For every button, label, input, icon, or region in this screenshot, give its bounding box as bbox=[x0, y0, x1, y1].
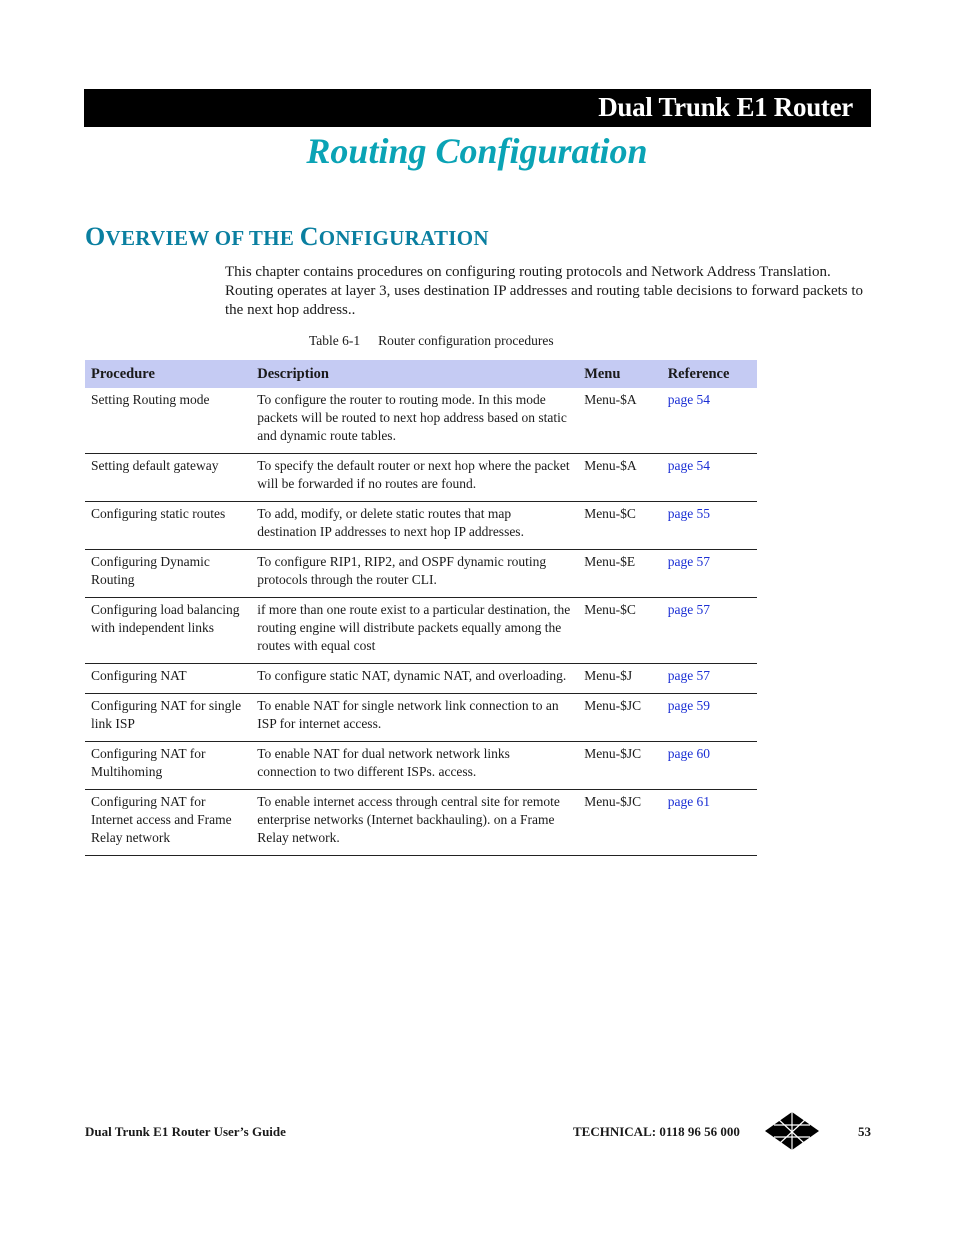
cell-menu: Menu-$JC bbox=[578, 694, 662, 742]
cell-reference bbox=[662, 502, 757, 550]
cell-menu: Menu-$E bbox=[578, 550, 662, 598]
cell-reference bbox=[662, 694, 757, 742]
cell-reference bbox=[662, 454, 757, 502]
cell-description: To specify the default router or next hop where the packet will be forwarded if no routes are found. bbox=[251, 454, 578, 502]
cell-menu: Menu-$C bbox=[578, 502, 662, 550]
cell-reference bbox=[662, 598, 757, 664]
table-row bbox=[85, 388, 757, 454]
table-caption-text: Router configuration procedures bbox=[378, 333, 554, 348]
cell-description: if more than one route exist to a particular destination, the routing engine will distribute packets equally among the routes with equal cost bbox=[251, 598, 578, 664]
table-row bbox=[85, 694, 757, 742]
reference-link[interactable]: page 54 bbox=[667, 392, 711, 407]
cell-procedure: Configuring NAT for single link ISP bbox=[85, 694, 251, 742]
cell-procedure: Setting Routing mode bbox=[85, 388, 251, 454]
intro-paragraph: This chapter contains procedures on configuring routing protocols and Network Address Translation. Routing operates at layer 3, uses destination IP addresses and routing table decisions to forward packets to the next hop address.. bbox=[225, 264, 864, 318]
reference-link[interactable]: page 61 bbox=[667, 794, 711, 809]
cell-description: To enable NAT for dual network network links connection to two different ISPs. access. bbox=[251, 742, 578, 790]
cell-procedure: Configuring NAT bbox=[85, 664, 251, 694]
reference-link[interactable]: page 57 bbox=[667, 668, 711, 683]
reference-link[interactable]: page 57 bbox=[667, 602, 711, 617]
table-caption-number: Table 6-1 bbox=[309, 333, 361, 348]
reference-link[interactable]: page 59 bbox=[667, 698, 711, 713]
cell-procedure: Configuring NAT for Multihoming bbox=[85, 742, 251, 790]
cell-description: To enable internet access through central site for remote enterprise networks (Internet backhauling). on a Frame Relay network. bbox=[251, 790, 578, 856]
table-row bbox=[85, 664, 757, 694]
cell-description: To add, modify, or delete static routes that map destination IP addresses to next hop IP addresses. bbox=[251, 502, 578, 550]
procedures-table bbox=[85, 360, 757, 856]
header-title: Dual Trunk E1 Router bbox=[598, 92, 853, 122]
cell-description: To enable NAT for single network link connection to an ISP for internet access. bbox=[251, 694, 578, 742]
cell-menu: Menu-$JC bbox=[578, 790, 662, 856]
table-row bbox=[85, 550, 757, 598]
table-row bbox=[85, 598, 757, 664]
header-description: Description bbox=[251, 360, 578, 388]
cell-menu: Menu-$A bbox=[578, 388, 662, 454]
table-row bbox=[85, 742, 757, 790]
cell-description: To configure static NAT, dynamic NAT, and overloading. bbox=[251, 664, 578, 694]
page-number: 53 bbox=[858, 1124, 871, 1139]
chapter-title: Routing Configuration bbox=[306, 131, 648, 171]
cell-procedure: Configuring load balancing with independent links bbox=[85, 598, 251, 664]
header-menu: Menu bbox=[578, 360, 662, 388]
reference-link[interactable]: page 55 bbox=[667, 506, 711, 521]
cell-reference bbox=[662, 742, 757, 790]
cell-procedure: Configuring static routes bbox=[85, 502, 251, 550]
cell-procedure: Setting default gateway bbox=[85, 454, 251, 502]
cell-menu: Menu-$A bbox=[578, 454, 662, 502]
table-row bbox=[85, 790, 757, 856]
cell-menu: Menu-$JC bbox=[578, 742, 662, 790]
reference-link[interactable]: page 57 bbox=[667, 554, 711, 569]
cell-reference bbox=[662, 550, 757, 598]
table-caption bbox=[309, 333, 554, 349]
section-heading: OVERVIEW OF THE CONFIGURATION bbox=[85, 222, 489, 251]
reference-link[interactable]: page 60 bbox=[667, 746, 711, 761]
cell-description: To configure RIP1, RIP2, and OSPF dynamic routing protocols through the router CLI. bbox=[251, 550, 578, 598]
cell-reference bbox=[662, 664, 757, 694]
footer-guide-title: Dual Trunk E1 Router User’s Guide bbox=[85, 1124, 286, 1139]
reference-link[interactable]: page 54 bbox=[667, 458, 711, 473]
cell-procedure: Configuring NAT for Internet access and Frame Relay network bbox=[85, 790, 251, 856]
table-row bbox=[85, 454, 757, 502]
footer-technical-phone: TECHNICAL: 0118 96 56 000 bbox=[573, 1124, 740, 1139]
cell-reference bbox=[662, 388, 757, 454]
cell-procedure: Configuring Dynamic Routing bbox=[85, 550, 251, 598]
cell-menu: Menu-$J bbox=[578, 664, 662, 694]
table-row bbox=[85, 502, 757, 550]
table-header-row bbox=[85, 360, 757, 388]
header-procedure: Procedure bbox=[85, 360, 251, 388]
cell-description: To configure the router to routing mode. In this mode packets will be routed to next hop address based on static and dynamic route tables. bbox=[251, 388, 578, 454]
header-bar bbox=[84, 89, 871, 127]
header-reference: Reference bbox=[662, 360, 757, 388]
cell-reference bbox=[662, 790, 757, 856]
cell-menu: Menu-$C bbox=[578, 598, 662, 664]
diamond-logo-icon bbox=[764, 1111, 820, 1156]
